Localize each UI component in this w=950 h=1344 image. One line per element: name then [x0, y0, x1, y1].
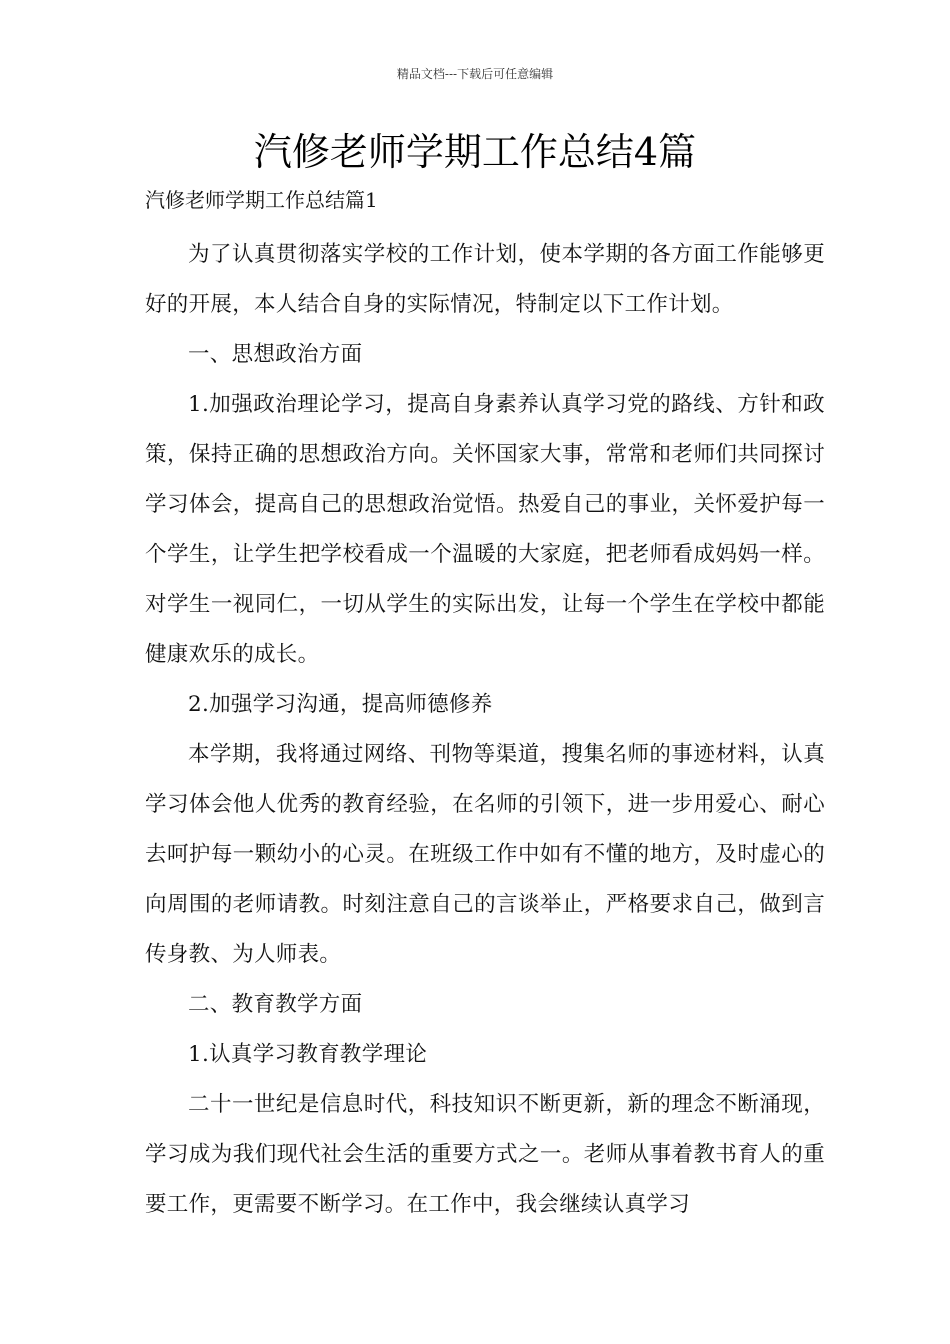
subheading-theory: 1.认真学习教育教学理论 [188, 1042, 428, 1067]
body-text [145, 230, 825, 1230]
subheading-ethics: 2.加强学习沟通，提高师德修养 [188, 692, 493, 717]
document-title: 汽修老师学期工作总结4篇 [253, 130, 697, 174]
subheading-political: 一、思想政治方面 [188, 342, 363, 367]
subheading-teaching: 二、教育教学方面 [188, 992, 363, 1017]
header-note: 精品文档---下载后可任意编辑 [396, 67, 554, 81]
paragraph-political-study: 1.加强政治理论学习，提高自身素养认真学习党的路线、方针和政策，保持正确的思想政治方向。关怀国家大事，常常和老师们共同探讨学习体会，提高自己的思想政治觉悟。热爱自己的事业，关怀爱护每一个学生，让学生把学校看成一个温暖的大家庭，把老师看成妈妈一样。对学生一视同仁，一切从学生的实际出发，让每一个学生在学校中都能健康欢乐的成长。 [145, 392, 825, 667]
section-heading: 汽修老师学期工作总结篇1 [145, 188, 378, 212]
paragraph-theory: 二十一世纪是信息时代，科技知识不断更新，新的理念不断涌现，学习成为我们现代社会生活的重要方式之一。老师从事着教书育人的重要工作，更需要不断学习。在工作中，我会继续认真学习 [145, 1092, 825, 1217]
paragraph-ethics: 本学期，我将通过网络、刊物等渠道，搜集名师的事迹材料，认真学习体会他人优秀的教育经验，在名师的引领下，进一步用爱心、耐心去呵护每一颗幼小的心灵。在班级工作中如有不懂的地方，及时虚心的向周围的老师请教。时刻注意自己的言谈举止，严格要求自己，做到言传身教、为人师表。 [145, 742, 825, 967]
paragraph-intro: 为了认真贯彻落实学校的工作计划，使本学期的各方面工作能够更好的开展，本人结合自身的实际情况，特制定以下工作计划。 [145, 242, 825, 317]
